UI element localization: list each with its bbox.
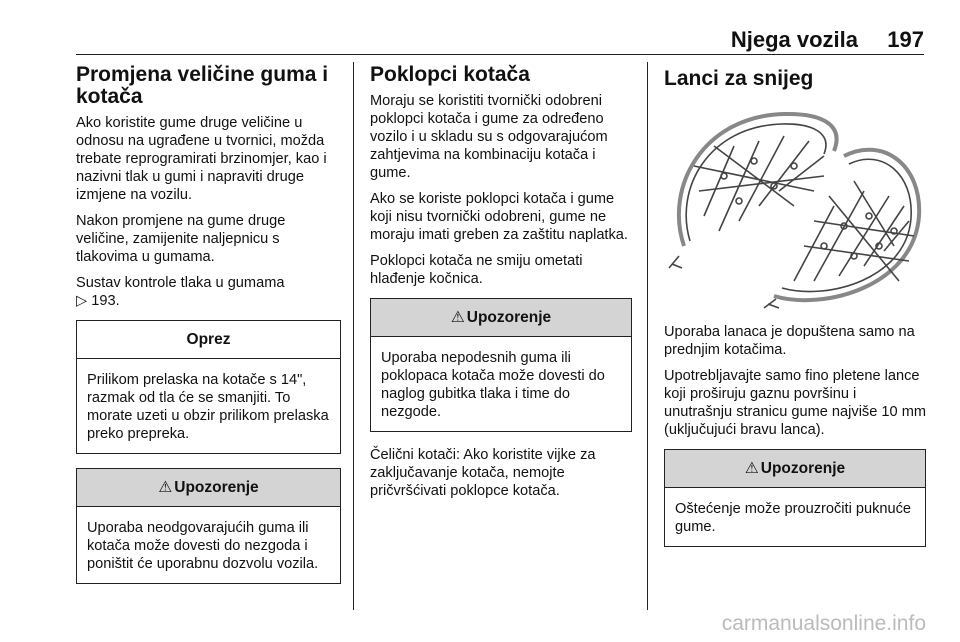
caution-title: Oprez: [77, 321, 340, 359]
section-heading-wheel-covers: Poklopci kotača: [370, 63, 530, 86]
paragraph: Ako se koriste poklopci kotača i gume koji nisu tvornički odobreni, gume ne moraju imati greben za zaštitu naplatka.: [370, 191, 628, 243]
warning-title: Upozorenje: [174, 479, 259, 496]
section-heading-tire-size: Promjena veličine guma i kotača: [76, 63, 329, 108]
caution-text: Prilikom prelaska na kotače s 14", razmak od tla će se smanjiti. To morate uzeti u obzir prilikom prelaska preko prepreka.: [87, 372, 329, 442]
paragraph-reference: [76, 274, 341, 310]
column-separator-2: [647, 62, 648, 610]
watermark: carmanualsonline.info: [721, 612, 926, 635]
column-1: [76, 64, 341, 598]
reference-text: Sustav kontrole tlaka u gumama: [76, 275, 285, 291]
paragraph: Nakon promjene na gume druge veličine, zamijenite naljepnicu s tlakovima u gumama.: [76, 213, 286, 265]
paragraph: Uporaba lanaca je dopuštena samo na prednjim kotačima.: [664, 324, 915, 358]
warning-header: [665, 450, 925, 488]
section-heading-snow-chains: Lanci za snijeg: [664, 67, 814, 90]
warning-text: Oštećenje može prouzročiti puknuće gume.: [675, 501, 912, 535]
warning-triangle-icon: ⚠: [744, 460, 759, 477]
warning-text: Uporaba nepodesnih guma ili poklopaca kotača može dovesti do naglog gubitka tlaka i time do nezgode.: [381, 350, 605, 420]
column-3: [664, 64, 926, 561]
arrow-reference-icon: ▷: [76, 293, 88, 309]
warning-title: Upozorenje: [760, 460, 846, 477]
paragraph: Poklopci kotača ne smiju ometati hlađenje kočnica.: [370, 253, 583, 287]
page-header-title: Njega vozila: [730, 27, 858, 52]
paragraph: Čelični kotači: Ako koristite vijke za zaključavanje kotača, nemojte pričvršćivati poklopce kotača.: [370, 447, 596, 499]
page-reference-link[interactable]: 193.: [91, 293, 120, 309]
warning-box: [76, 468, 341, 584]
warning-title: Upozorenje: [466, 309, 552, 326]
warning-header: [77, 469, 340, 507]
header-rule: [76, 54, 924, 55]
warning-triangle-icon: ⚠: [450, 309, 465, 326]
warning-triangle-icon: ⚠: [158, 479, 173, 496]
caution-box: [76, 320, 341, 454]
warning-box: [664, 449, 926, 547]
column-separator-1: [353, 62, 354, 610]
page-number: 197: [887, 27, 924, 52]
paragraph: Moraju se koristiti tvornički odobreni poklopci kotača i gume za određeno vozilo i u skladu su s odgovarajućom zahtjevima na kombinaciju kotača i gume.: [370, 93, 608, 181]
snow-chains-illustration: [664, 96, 926, 311]
warning-header: [371, 299, 631, 337]
warning-box: [370, 298, 632, 432]
warning-text: Uporaba neodgovarajućih guma ili kotača može dovesti do nezgoda i poništit će uporabnu dozvolu vozila.: [87, 520, 319, 572]
column-2: [370, 64, 632, 508]
paragraph: Upotrebljavajte samo fino pletene lance koji proširuju gaznu površinu i unutrašnju stranicu gume najviše 10 mm (uključujući bravu lanca).: [664, 368, 927, 438]
paragraph: Ako koristite gume druge veličine u odnosu na ugrađene u tvornici, možda trebate reprogramirati brzinomjer, kao i nazivni tlak u gumi i napraviti druge izmjene na vozilu.: [76, 115, 327, 203]
